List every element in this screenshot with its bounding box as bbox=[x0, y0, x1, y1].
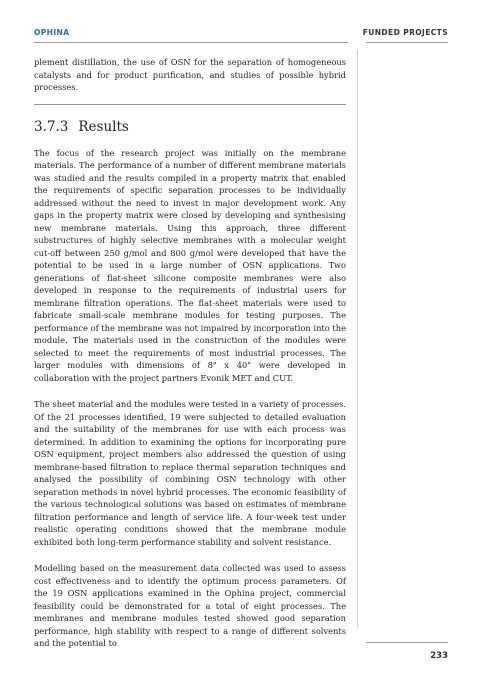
main-text-column bbox=[34, 56, 346, 664]
section-rule bbox=[34, 104, 346, 105]
section-number: 3.7.3 bbox=[34, 118, 69, 135]
header-rule-right bbox=[366, 42, 448, 43]
running-header-project: OPHINA bbox=[34, 28, 70, 37]
section-title: Results bbox=[78, 118, 129, 135]
header-rule-left bbox=[34, 42, 348, 43]
page-number: 233 bbox=[430, 651, 448, 661]
section-heading bbox=[34, 119, 346, 135]
lead-paragraph: plement distillation, the use of OSN for the separation of homogeneous catalysts and for product purification, and studies of possible hybrid processes. bbox=[34, 57, 346, 92]
body-paragraph: The sheet material and the modules were tested in a variety of processes. Of the 21 processes identified, 19 were subjected to detailed evaluation and the suitability of the membranes for use with each process was determined. In addition to examining the options for incorporating pure OSN equipment, project members also addressed the question of using membrane-based filtration to replace thermal separation techniques and analysed the possibility of combining OSN technology with other separation methods in novel hybrid processes. The economic feasibility of the various technological solutions was based on estimates of membrane filtration performance and length of service life. A four-week test under realistic operating conditions showed that the membrane module exhibited both long-term performance stability and solvent resistance. bbox=[34, 399, 346, 547]
body-paragraph: The focus of the research project was initially on the membrane materials. The performance of a number of different membrane materials was studied and the results compiled in a property matrix that enabled the requirements of specific separation processes to be individually addressed without the need to invest in major development work. Any gaps in the property matrix were closed by developing and synthesising new membrane materials. Using this approach, three different substructures of highly selective membranes with a molecular weight cut-off between 250 g/mol and 800 g/mol were developed that have the potential to be used in a large number of OSN applications. Two generations of flat-sheet silicone composite membranes were also developed in response to the requirements of industrial users for membrane filtration operations. The flat-sheet materials were used to fabricate small-scale membrane modules for testing purposes. The performance of the membrane was not impaired by incorporation into the module. The materials used in the construction of the modules were selected to meet the requirements of most industrial processes. The larger modules with dimensions of 8" x 40" were developed in collaboration with the project partners Evonik MET and CUT. bbox=[34, 147, 346, 383]
column-divider bbox=[357, 50, 358, 628]
body-paragraph: Modelling based on the measurement data collected was used to assess cost effectiveness and to identify the optimum process parameters. Of the 19 OSN applications examined in the Ophina project, commercial feasibility could be demonstrated for a total of eight processes. The membranes and membrane modules tested showed good separation performance, high stability with respect to a range of different solvents and the potential to bbox=[34, 563, 346, 648]
running-header-section: FUNDED PROJECTS bbox=[362, 28, 448, 37]
footer-rule bbox=[366, 642, 448, 643]
